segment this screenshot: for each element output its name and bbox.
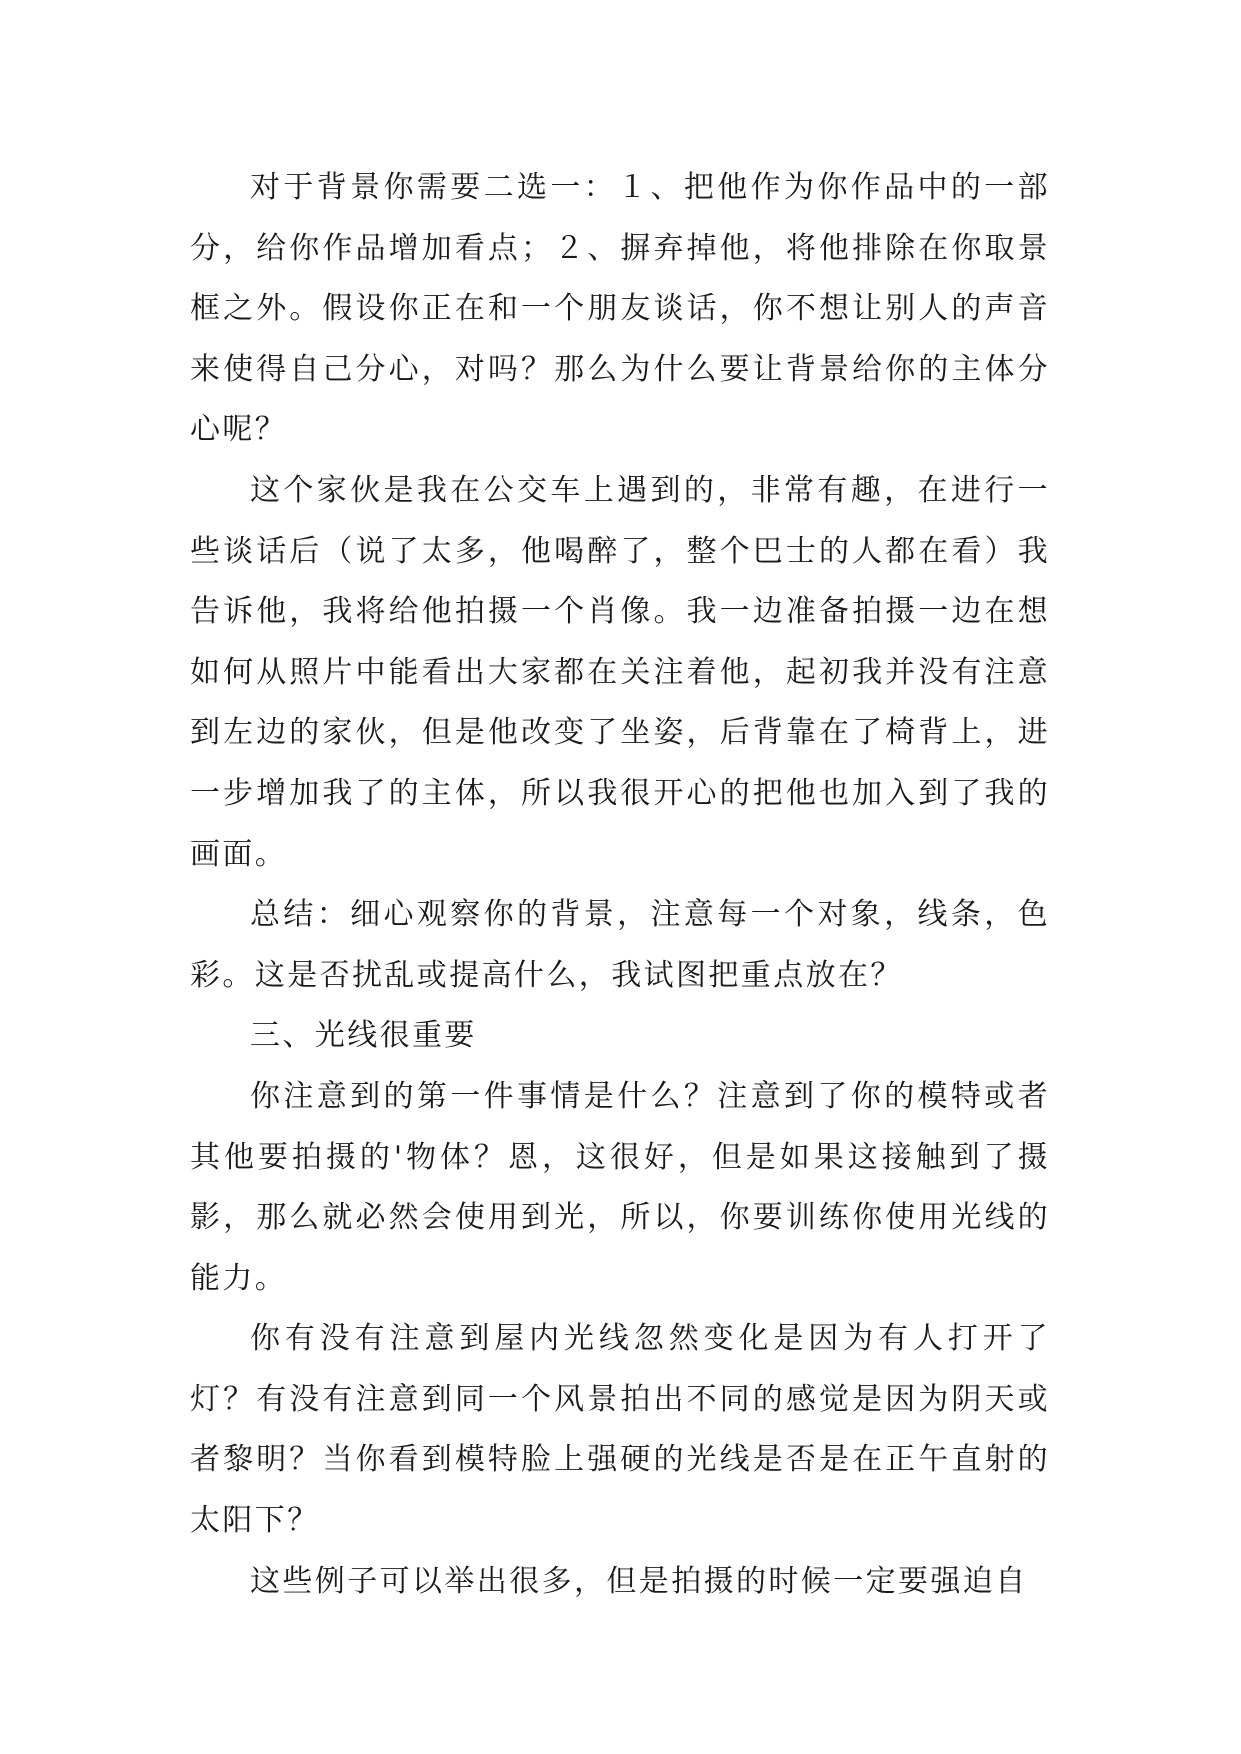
paragraph-summary: 总结：细心观察你的背景，注意每一个对象，线条，色彩。这是否扰乱或提高什么，我试图把重点放在？ xyxy=(190,897,1050,993)
document-body xyxy=(190,158,1050,1612)
paragraph-background-choice: 对于背景你需要二选一：１、把他作为你作品中的一部分，给你作品增加看点；２、摒弃掉他，将他排除在你取景框之外。假设你正在和一个朋友谈话，你不想让别人的声音来使得自己分心，对吗？那么为什么要让背景给你的主体分心呢？ xyxy=(190,170,1050,448)
paragraph-first-notice: 你注意到的第一件事情是什么？注意到了你的模特或者其他要拍摄的'物体？恩，这很好，但是如果这接触到了摄影，那么就必然会使用到光，所以，你要训练你使用光线的能力。 xyxy=(190,1078,1050,1296)
paragraph-bus-story: 这个家伙是我在公交车上遇到的，非常有趣，在进行一些谈话后（说了太多，他喝醉了，整个巴士的人都在看）我告诉他，我将给他拍摄一个肖像。我一边准备拍摄一边在想如何从照片中能看出大家都在关注着他，起初我并没有注意到左边的家伙，但是他改变了坐姿，后背靠在了椅背上，进一步增加我了的主体，所以我很开心的把他也加入到了我的画面。 xyxy=(190,472,1050,872)
paragraph-examples: 这些例子可以举出很多，但是拍摄的时候一定要强迫自 xyxy=(250,1563,1028,1599)
paragraph-light-changes: 你有没有注意到屋内光线忽然变化是因为有人打开了灯？有没有注意到同一个风景拍出不同的感觉是因为阴天或者黎明？当你看到模特脸上强硬的光线是否是在正午直射的太阳下？ xyxy=(190,1321,1050,1539)
section-heading-light: 三、光线很重要 xyxy=(250,1018,477,1054)
